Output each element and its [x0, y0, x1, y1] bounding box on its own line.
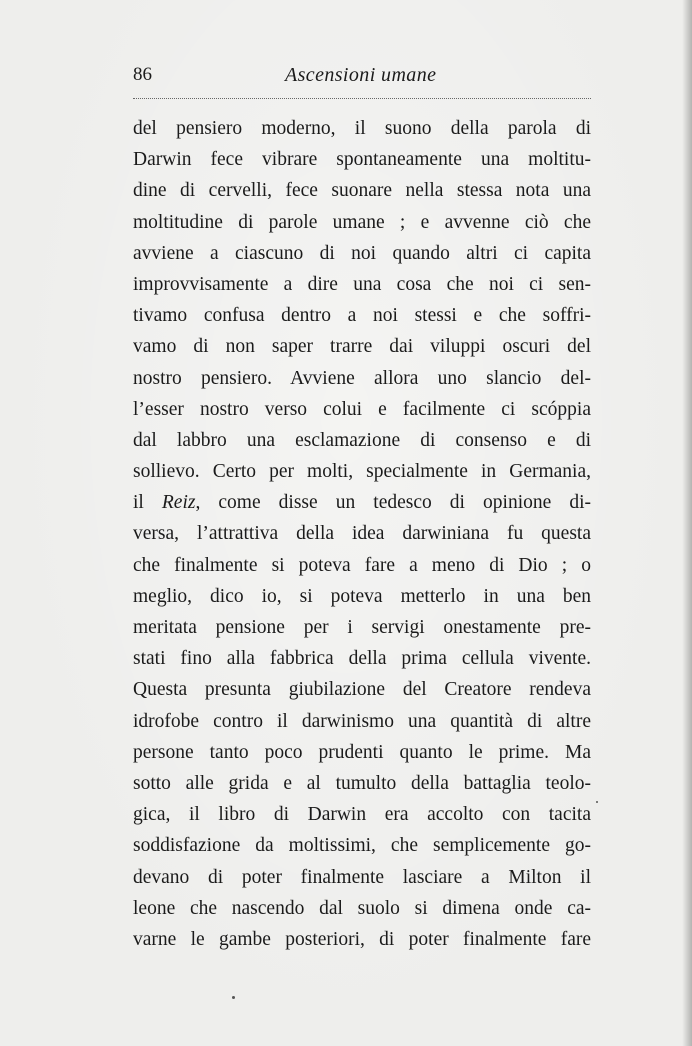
page-header — [133, 64, 591, 100]
text-line: varne le gambe posteriori, di poter finalmente fare — [133, 928, 591, 950]
text-line: improvvisamente a dire una cosa che noi ci sen- — [133, 273, 591, 295]
print-speck — [596, 801, 598, 803]
text-line: che finalmente si poteva fare a meno di Dio ; o — [133, 554, 591, 576]
text-line: devano di poter finalmente lasciare a Milton il — [133, 866, 591, 888]
text-line: meritata pensione per i servigi onestamente pre- — [133, 617, 591, 638]
text-line: stati fino alla fabbrica della prima cellula vivente. — [133, 648, 591, 670]
text-line: versa, l’attrattiva della idea darwiniana fu questa — [133, 523, 591, 545]
page-edge-shadow — [682, 0, 692, 1046]
text-line: leone che nascendo dal suolo si dimena onde ca- — [133, 897, 591, 919]
text-line: soddisfazione da moltissimi, che semplicemente go- — [133, 835, 591, 857]
text-line: del pensiero moderno, il suono della parola di — [133, 118, 591, 139]
line-prefix: il — [133, 492, 162, 514]
text-line: vamo di non saper trarre dai viluppi oscuri del — [133, 336, 591, 358]
text-line: Darwin fece vibrare spontaneamente una moltitu- — [133, 149, 591, 171]
body-text — [133, 113, 591, 955]
text-line: dal labbro una esclamazione di consenso e di — [133, 429, 591, 451]
page-number: 86 — [133, 64, 152, 85]
italic-term-reiz: Reiz — [161, 492, 196, 514]
text-line: gica, il libro di Darwin era accolto con tacita — [133, 804, 591, 826]
text-line: idrofobe contro il darwinismo una quantità di altre — [133, 710, 591, 732]
text-line: avviene a ciascuno di noi quando altri ci capita — [133, 242, 591, 264]
text-line: moltitudine di parole umane ; e avvenne ciò che — [133, 211, 591, 233]
running-head: Ascensioni umane — [285, 64, 437, 86]
text-line: tivamo confusa dentro a noi stessi e che soffri- — [133, 305, 591, 327]
text-line: l’esser nostro verso colui e facilmente ci scóppia — [133, 398, 591, 420]
text-line: meglio, dico io, si poteva metterlo in una ben — [133, 585, 591, 607]
header-rule — [133, 98, 591, 99]
text-line: dine di cervelli, fece suonare nella stessa nota una — [133, 180, 591, 202]
text-line: sotto alle grida e al tumulto della battaglia teolo- — [133, 772, 591, 794]
print-speck — [232, 996, 235, 999]
text-line-italic-word — [133, 487, 591, 518]
text-line: nostro pensiero. Avviene allora uno slancio del- — [133, 367, 591, 389]
line-suffix: , come disse un tedesco di opinione di- — [195, 492, 591, 514]
text-line: sollievo. Certo per molti, specialmente in Germania, — [133, 461, 591, 483]
text-line: Questa presunta giubilazione del Creatore rendeva — [133, 679, 591, 701]
text-line: persone tanto poco prudenti quanto le prime. Ma — [133, 741, 591, 763]
